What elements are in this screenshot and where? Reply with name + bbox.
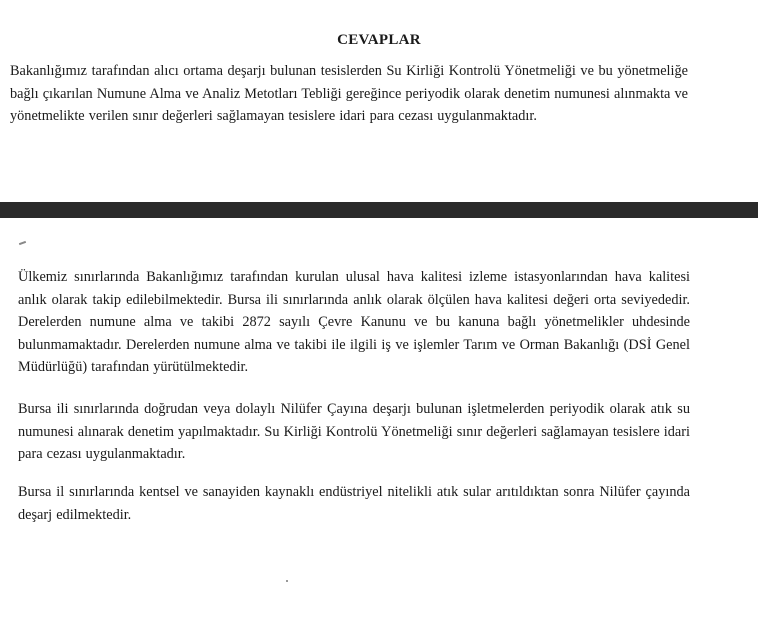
document-title: CEVAPLAR <box>337 32 421 48</box>
paragraph-discharge: Bursa il sınırlarında kentsel ve sanayiden kaynaklı endüstriyel nitelikli atık sular arıtıldıktan sonra Nilüfer çayında deşarj edilmektedir. <box>18 484 690 523</box>
top-document-section <box>0 0 758 202</box>
scan-artifact-mark <box>19 241 26 245</box>
scan-artifact-dot <box>286 580 288 582</box>
answer-paragraph: Bakanlığımız tarafından alıcı ortama deşarjı bulunan tesislerden Su Kirliği Kontrolü Yönetmeliği ve bu yönetmeliğe bağlı çıkarılan Numune Alma ve Analiz Metotları Tebliği gereğince periyodik olarak denetim numunesi alınmakta ve yönetmelikte verilen sınır değerleri sağlamayan tesislere idari para cezası uygulanmaktadır. <box>10 63 688 125</box>
bottom-document-section <box>0 218 758 627</box>
paragraph-air-quality: Ülkemiz sınırlarında Bakanlığımız tarafından kurulan ulusal hava kalitesi izleme istasyonlarından hava kalitesi anlık olarak takip edilebilmektedir. Bursa ili sınırlarında anlık olarak ölçülen hava kalitesi değeri orta seviyededir. Derelerden numune alma ve takibi 2872 sayılı Çevre Kanunu ve bu kanuna bağlı yönetmelikler uhdesinde bulunmamaktadır. Derelerden numune alma ve takibi ile ilgili iş ve işlemler Tarım ve Orman Bakanlığı (DSİ Genel Müdürlüğü) tarafından yürütülmektedir. <box>18 269 690 376</box>
section-separator-bar <box>0 202 758 218</box>
paragraph-wastewater-inspection: Bursa ili sınırlarında doğrudan veya dolaylı Nilüfer Çayına deşarjı bulunan işletmelerden periyodik olarak atık su numunesi alınarak denetim yapılmaktadır. Su Kirliği Kontrolü Yönetmeliği sınır değerleri sağlamayan tesislere idari para cezası uygulanmaktadır. <box>18 401 690 463</box>
